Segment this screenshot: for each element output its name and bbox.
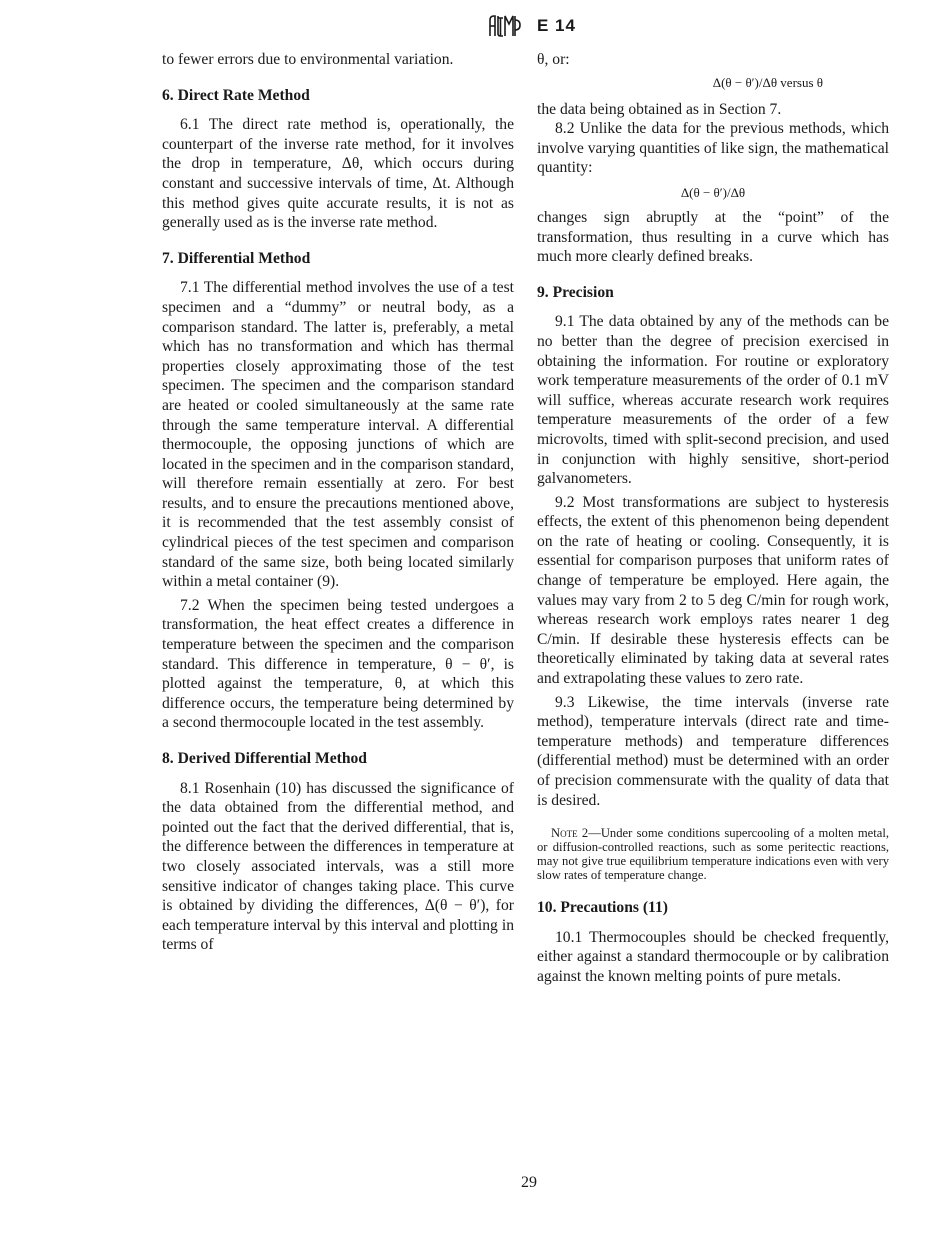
equation-1: Δ(θ − θ′)/Δθ versus θ [712, 74, 823, 90]
page-number-text: 29 [521, 1174, 537, 1191]
paragraph-theta-or: θ, or: [537, 51, 570, 68]
paragraph-data-obtained: the data being obtained as in Section 7. [537, 100, 782, 118]
left-column [162, 50, 514, 955]
paragraph-9-2: 9.2 Most transformations are subject to hysteresis effects, the extent of this phenomenon being dependent on the rate of heating or cooling. Consequently, it is essential for comparison purposes that uniform rates of change of temperature be employed. Here again, the values may vary from 2 to 5 deg C/min for rough work, whereas research work employs rates nearer 1 deg C/min. If desirable these hysteresis effects can be theoretically eliminated by taking data at several rates and extrapolating these values to zero rate. [537, 493, 889, 688]
astm-logo-icon [487, 14, 521, 38]
section-8-heading: 8. Derived Differential Method [162, 750, 367, 767]
paragraph-9-1: 9.1 The data obtained by any of the methods can be no better than the degree of precision exercised in obtaining the information. For routine or exploratory work temperature measurements of the order of 0.1 mV will suffice, whereas accurate research work requires temperature measurements of the order of a few microvolts, timed with split-second precision, and used in conjunction with highly sensitive, short-period galvanometers. [537, 313, 889, 488]
section-6-heading: 6. Direct Rate Method [162, 86, 310, 104]
note-2 [537, 826, 889, 882]
paragraph-9-3: 9.3 Likewise, the time intervals (inverse rate method), temperature intervals (direct rate and time-temperature methods) and temperature differences (differential method) must be determined with an order of precision commensurate with the quality of data that is desired. [537, 693, 889, 809]
paragraph-changes-sign: changes sign abruptly at the “point” of the transformation, thus resulting in a curve which has much more clearly defined breaks. [537, 208, 889, 266]
paragraph-7-2: 7.2 When the specimen being tested undergoes a transformation, the heat effect creates a difference in temperature between the specimen and the comparison standard. This difference in temperature, θ − θ′, is plotted against the temperature, θ, at which this difference occurs, the temperature being determined by a second thermocouple located in the test assembly. [162, 596, 514, 732]
paragraph-continued: to fewer errors due to environmental variation. [162, 51, 454, 68]
paragraph-6-1: 6.1 The direct rate method is, operationally, the counterpart of the inverse rate method, for it involves the drop in temperature, Δθ, which occurs during constant and successive intervals of time, Δt. Although this method gives quite accurate results, it is not as generally used as is the inverse rate method. [162, 116, 514, 232]
page-header [0, 12, 950, 42]
right-column [537, 50, 889, 987]
equation-2: Δ(θ − θ′)/Δθ [680, 184, 746, 200]
section-9-heading: 9. Precision [537, 283, 614, 301]
paragraph-10-1: 10.1 Thermocouples should be checked frequently, either against a standard thermocouple or by calibration against the known melting points of pure metals. [537, 928, 889, 985]
paragraph-8-1: 8.1 Rosenhain (10) has discussed the significance of the data obtained from the differential method, and pointed out the fact that the derived differential, that is, the difference between the differences in temperature at two closely associated intervals, was a still more sensitive indicator of changes taking place. This curve is obtained by dividing the differences, Δ(θ − θ′), for each temperature interval by this interval and plotting in terms of [162, 779, 514, 954]
paragraph-8-2: 8.2 Unlike the data for the previous methods, which involve varying quantities of like sign, the mathematical quantity: [537, 120, 889, 177]
page-number [0, 1174, 950, 1192]
paragraph-7-1: 7.1 The differential method involves the use of a test specimen and a “dummy” or neutral body, as a comparison standard. The latter is, preferably, a metal which has no transformation and which has thermal properties closely approximating those of the test specimen. The specimen and the comparison standard are heated or cooled simultaneously at the same rate through the same temperature interval. A differential thermocouple, the opposing junctions of which are located in the specimen and in the comparison standard, will therefore remain essentially at zero. For best results, and to ensure the precautions mentioned above, it is recommended that the test assembly consist of cylindrical pieces of the test specimen and comparison standard of the same size, both being located similarly within a metal container (9). [162, 279, 514, 591]
note-label: Note 2 [551, 826, 589, 841]
section-10-heading: 10. Precautions (11) [537, 899, 668, 917]
section-7-heading: 7. Differential Method [162, 249, 311, 267]
standard-designation: E 14 [537, 16, 576, 35]
note-text: —Under some conditions supercooling of a molten metal, or diffusion-controlled reactions, such as some peritectic reactions, may not give true equilibrium temperature indications even with very slow rates of temperature change. [537, 826, 889, 883]
